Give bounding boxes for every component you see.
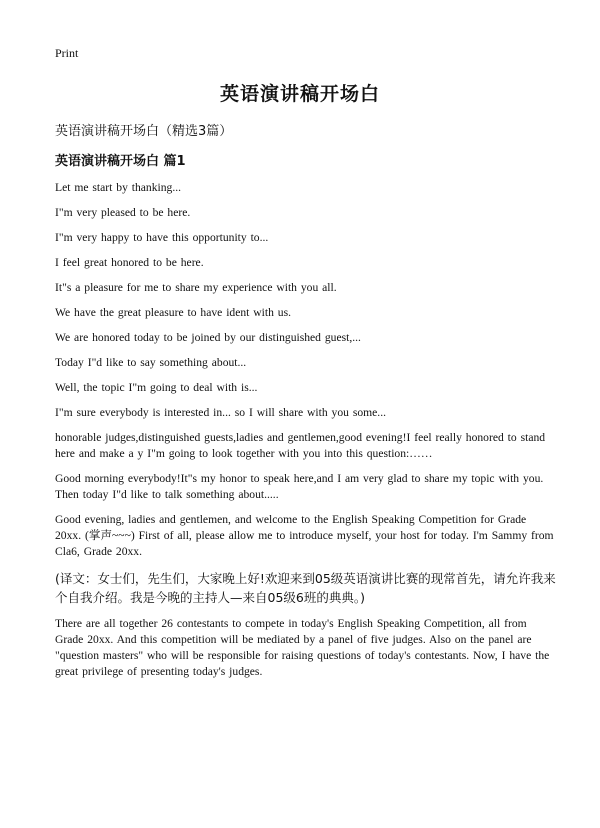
paragraph: Good morning everybody!It"s my honor to speak here,and I am very glad to share my topic with you. Then today I"d like to talk something about..... (55, 472, 544, 501)
page-title: 英语演讲稿开场白 (219, 83, 380, 105)
page-subtitle: 英语演讲稿开场白（精选3篇） (55, 124, 233, 139)
paragraph: Good evening, ladies and gentlemen, and welcome to the English Speaking Competition for Grade 20xx. (掌声~~~) First of all, please allow me to introduce myself, your host for today. I'm Sammy from Cla6, Grade 20xx. (55, 513, 554, 558)
paragraph: There are all together 26 contestants to compete in today's English Speaking Competition, all from Grade 20xx. And this competition will be mediated by a panel of five judges. Also on the panel are "question masters" who will be responsible for raising questions of today's contestants. Now, I have the great privilege of presenting today's judges. (55, 617, 550, 678)
paragraph: I"m very pleased to be here. (55, 206, 191, 219)
section-heading: 英语演讲稿开场白 篇1 (55, 154, 186, 169)
paragraph: We are honored today to be joined by our distinguished guest,... (55, 331, 361, 344)
paragraph: I"m sure everybody is interested in... so I will share with you some... (55, 406, 386, 419)
paragraph: We have the great pleasure to have ident with us. (55, 306, 291, 319)
paragraph: I feel great honored to be here. (55, 256, 204, 269)
paragraph: Well, the topic I"m going to deal with is... (55, 381, 258, 394)
paragraph: It"s a pleasure for me to share my experience with you all. (55, 281, 337, 294)
paragraph: honorable judges,distinguished guests,ladies and gentlemen,good evening!I feel really honored to stand here and make a y I"m going to look together with you into this question:…… (55, 431, 546, 460)
paragraph: I"m very happy to have this opportunity to... (55, 231, 269, 244)
document-body (55, 180, 556, 689)
paragraph: Let me start by thanking... (55, 181, 182, 194)
paragraph: Today I"d like to say something about... (55, 356, 247, 369)
print-link[interactable]: Print (55, 46, 79, 60)
translation-paragraph: (译文：女士们，先生们，大家晚上好!欢迎来到05级英语演讲比赛的现常首先，请允许我来个自我介绍。我是今晚的主持人—来自05级6班的典典。) (55, 571, 556, 605)
